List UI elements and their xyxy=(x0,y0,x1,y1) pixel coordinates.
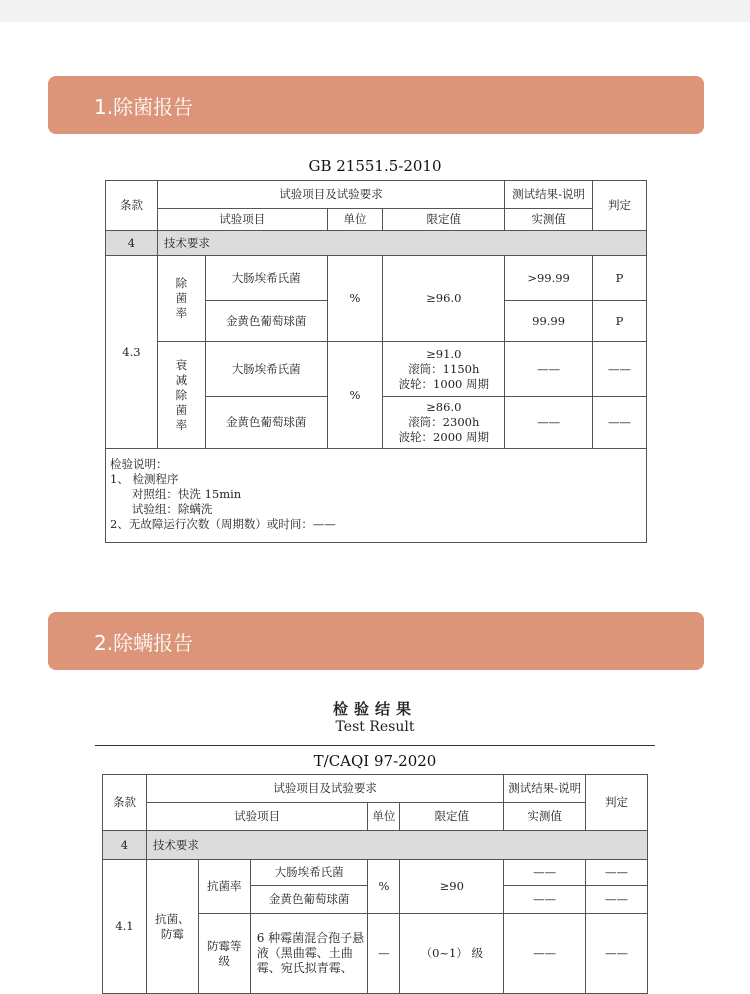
subheader-row xyxy=(103,803,648,831)
item-name: 金黄色葡萄球菌 xyxy=(250,886,368,914)
limit: ≥90 xyxy=(400,860,504,914)
limit: ≥96.0 xyxy=(383,256,505,342)
unit: — xyxy=(368,914,400,994)
item-name: 大肠埃希氏菌 xyxy=(250,860,368,886)
group-label: 抗菌率 xyxy=(198,860,250,914)
verdict: —— xyxy=(593,342,647,397)
limit-block xyxy=(383,342,505,397)
group-label: 衰减除菌率 xyxy=(157,342,205,449)
verdict-header: 判定 xyxy=(586,775,648,831)
table-row xyxy=(103,860,648,886)
limit-line: 波轮：2000 周期 xyxy=(398,430,489,444)
result-desc-header: 测试结果-说明 xyxy=(504,775,586,803)
mite-report-table xyxy=(102,774,648,994)
item-header: 试验项目 xyxy=(146,803,368,831)
verdict: —— xyxy=(586,914,648,994)
top-bar xyxy=(0,0,750,22)
verdict: P xyxy=(593,301,647,342)
unit: % xyxy=(368,860,400,914)
limit: （0~1） 级 xyxy=(400,914,504,994)
verdict-header: 判定 xyxy=(593,181,647,231)
measured-value: >99.99 xyxy=(505,256,593,301)
clause-no: 4.3 xyxy=(106,256,158,449)
verdict: P xyxy=(593,256,647,301)
table-row xyxy=(106,342,647,397)
item-name: 6 种霉菌混合孢子悬液（黑曲霉、土曲霉、宛氏拟青霉、 xyxy=(250,914,368,994)
limit-block xyxy=(383,397,505,449)
test-notes xyxy=(106,449,647,543)
verdict: —— xyxy=(586,886,648,914)
item-name: 金黄色葡萄球菌 xyxy=(205,301,327,342)
measured-value: 99.99 xyxy=(505,301,593,342)
category: 抗菌、防霉 xyxy=(146,860,198,994)
clause-no: 4.1 xyxy=(103,860,147,994)
item-name: 金黄色葡萄球菌 xyxy=(205,397,327,449)
banner-title: 2.除螨报告 xyxy=(94,630,194,655)
tech-row xyxy=(106,231,647,256)
standard-code: GB 21551.5-2010 xyxy=(308,157,442,175)
clause-header: 条款 xyxy=(103,775,147,831)
item-name: 大肠埃希氏菌 xyxy=(205,256,327,301)
tech-label: 技术要求 xyxy=(157,231,646,256)
verdict: —— xyxy=(586,860,648,886)
subheader-row xyxy=(106,209,647,231)
measured-header: 实测值 xyxy=(504,803,586,831)
standard-code: T/CAQI 97-2020 xyxy=(313,752,437,770)
tech-row xyxy=(103,831,648,860)
note-line: 检验说明： xyxy=(110,457,168,471)
items-req-header: 试验项目及试验要求 xyxy=(146,775,503,803)
limit-header: 限定值 xyxy=(400,803,504,831)
limit-line: ≥86.0 xyxy=(426,400,462,414)
item-name: 大肠埃希氏菌 xyxy=(205,342,327,397)
limit-line: 滚筒：1150h xyxy=(408,361,480,376)
measured-value: —— xyxy=(505,397,593,449)
limit-line: 滚筒：2300h xyxy=(408,415,480,429)
result-title: 检验结果 xyxy=(332,700,417,718)
measured-value: —— xyxy=(504,914,586,994)
result-desc-header: 测试结果-说明 xyxy=(505,181,593,209)
header-row xyxy=(106,181,647,209)
clause-header: 条款 xyxy=(106,181,158,231)
header-row xyxy=(103,775,648,803)
limit-line: 波轮：1000 周期 xyxy=(398,376,489,391)
measured-value: —— xyxy=(504,886,586,914)
group-label: 除菌率 xyxy=(157,256,205,342)
unit: % xyxy=(327,256,383,342)
group-label: 防霉等级 xyxy=(198,914,250,994)
limit-header: 限定值 xyxy=(383,209,505,231)
table-row xyxy=(106,256,647,301)
divider xyxy=(95,745,655,746)
result-subtitle: Test Result xyxy=(335,719,415,735)
section-banner-sterilization xyxy=(48,76,704,134)
tech-label: 技术要求 xyxy=(146,831,647,860)
item-header: 试验项目 xyxy=(157,209,327,231)
unit-header: 单位 xyxy=(368,803,400,831)
note-line: 对照组：快洗 15min xyxy=(110,487,242,501)
note-line: 1、 检测程序 xyxy=(110,472,179,486)
notes-row xyxy=(106,449,647,543)
limit-line: ≥91.0 xyxy=(426,346,462,361)
unit-header: 单位 xyxy=(327,209,383,231)
measured-value: —— xyxy=(504,860,586,886)
banner-title: 1.除菌报告 xyxy=(94,94,194,119)
measured-value: —— xyxy=(505,342,593,397)
unit: % xyxy=(327,342,383,449)
tech-no: 4 xyxy=(103,831,147,860)
note-line: 2、无故障运行次数（周期数）或时间：—— xyxy=(110,517,336,531)
note-line: 试验组：除螨洗 xyxy=(110,502,213,516)
items-req-header: 试验项目及试验要求 xyxy=(157,181,504,209)
verdict: —— xyxy=(593,397,647,449)
sterilization-report-table xyxy=(105,180,647,543)
section-banner-mite-removal xyxy=(48,612,704,670)
tech-no: 4 xyxy=(106,231,158,256)
measured-header: 实测值 xyxy=(505,209,593,231)
